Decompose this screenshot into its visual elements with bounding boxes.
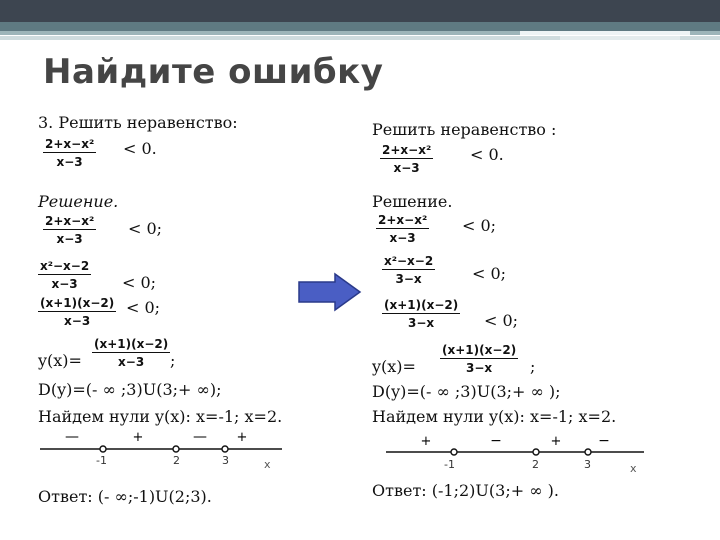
right-solution-label: Решение.: [372, 192, 453, 211]
left-point-2: [173, 446, 179, 452]
right-fraction-4-den: 3−x: [408, 316, 435, 330]
right-point-label-3: 3: [584, 458, 591, 471]
right-point-label-1: -1: [444, 458, 455, 471]
left-fraction-5-tail: ;: [170, 351, 176, 370]
header-band-dark: [0, 0, 720, 22]
right-sign-4: −: [598, 433, 610, 449]
left-fraction-1: [43, 137, 96, 169]
right-fraction-2-den: x−3: [389, 231, 416, 245]
right-fraction-1: [380, 143, 433, 175]
left-fraction-1-den: x−3: [56, 155, 83, 169]
right-fraction-3-den: 3−x: [395, 272, 422, 286]
right-y-label: y(x)=: [372, 357, 416, 376]
right-fraction-2-num: 2+x−x²: [378, 213, 428, 227]
right-sign-1: +: [420, 434, 432, 449]
right-fraction-4-tail: < 0;: [484, 311, 519, 330]
left-sign-3: —: [193, 429, 207, 445]
left-fraction-3-den: x−3: [51, 277, 78, 291]
right-fraction-5: [440, 343, 518, 375]
right-fraction-1-den: x−3: [393, 161, 420, 175]
right-zeros: Найдем нули y(x): x=-1; x=2.: [372, 407, 617, 426]
left-task: 3. Решить неравенство:: [38, 113, 238, 132]
left-axis-var: x: [264, 458, 271, 471]
slide-title: Найдите ошибку: [43, 52, 384, 92]
left-point-3: [222, 446, 228, 452]
right-fraction-3-tail: < 0;: [472, 264, 507, 283]
header-highlight: [520, 31, 690, 35]
right-fraction-5-den: 3−x: [466, 361, 493, 375]
left-point-label-3: 3: [222, 454, 229, 467]
right-domain: D(y)=(- ∞ ;3)U(3;+ ∞ );: [372, 382, 561, 401]
right-fraction-4-num: (x+1)(x−2): [384, 298, 459, 312]
right-point-2: [533, 449, 539, 455]
left-fraction-2-den: x−3: [56, 232, 83, 246]
left-sign-4: +: [236, 430, 248, 445]
left-fraction-4: [38, 296, 116, 328]
right-fraction-4: [382, 298, 460, 330]
left-sign-1: —: [65, 429, 79, 445]
left-fraction-4-tail: < 0;: [126, 298, 161, 317]
left-fraction-2: [43, 214, 96, 246]
header-band-teal: [0, 22, 720, 31]
right-fraction-5-num: (x+1)(x−2): [442, 343, 517, 357]
left-domain: D(y)=(- ∞ ;3)U(3;+ ∞);: [38, 380, 222, 399]
right-fraction-1-tail: < 0.: [470, 145, 504, 164]
left-y-label: y(x)=: [38, 351, 82, 370]
right-fraction-1-num: 2+x−x²: [382, 143, 432, 157]
right-arrow-icon: [297, 272, 363, 312]
left-zeros: Найдем нули y(x): x=-1; x=2.: [38, 407, 283, 426]
left-fraction-3-tail: < 0;: [122, 273, 157, 292]
right-point-minus1: [451, 449, 457, 455]
right-fraction-5-tail: ;: [530, 357, 536, 376]
left-point-label-1: -1: [96, 454, 107, 467]
left-point-minus1: [100, 446, 106, 452]
left-fraction-3: [38, 259, 91, 291]
right-fraction-2-tail: < 0;: [462, 216, 497, 235]
left-fraction-5: [92, 337, 170, 369]
right-sign-3: +: [550, 434, 562, 449]
left-sign-2: +: [132, 430, 144, 445]
left-answer: Ответ: (- ∞;-1)U(2;3).: [38, 487, 212, 506]
left-fraction-5-den: x−3: [118, 355, 145, 369]
left-fraction-1-num: 2+x−x²: [45, 137, 95, 151]
right-answer: Ответ: (-1;2)U(3;+ ∞ ).: [372, 481, 559, 500]
right-fraction-3-num: x²−x−2: [384, 254, 434, 268]
left-fraction-2-tail: < 0;: [128, 219, 163, 238]
left-fraction-3-num: x²−x−2: [40, 259, 90, 273]
header-highlight-2: [560, 36, 680, 40]
right-sign-2: −: [490, 433, 502, 449]
right-point-label-2: 2: [532, 458, 539, 471]
right-axis-var: x: [630, 462, 637, 475]
right-task: Решить неравенство :: [372, 120, 557, 139]
left-point-label-2: 2: [173, 454, 180, 467]
left-number-line: [36, 428, 286, 473]
left-fraction-1-tail: < 0.: [123, 139, 157, 158]
right-fraction-3: [382, 254, 435, 286]
left-fraction-2-num: 2+x−x²: [45, 214, 95, 228]
left-fraction-4-den: x−3: [64, 314, 91, 328]
left-solution-label: Решение.: [38, 192, 119, 211]
left-fraction-4-num: (x+1)(x−2): [40, 296, 115, 310]
right-point-3: [585, 449, 591, 455]
right-fraction-2: [376, 213, 429, 245]
left-fraction-5-num: (x+1)(x−2): [94, 337, 169, 351]
right-number-line: [382, 432, 648, 477]
